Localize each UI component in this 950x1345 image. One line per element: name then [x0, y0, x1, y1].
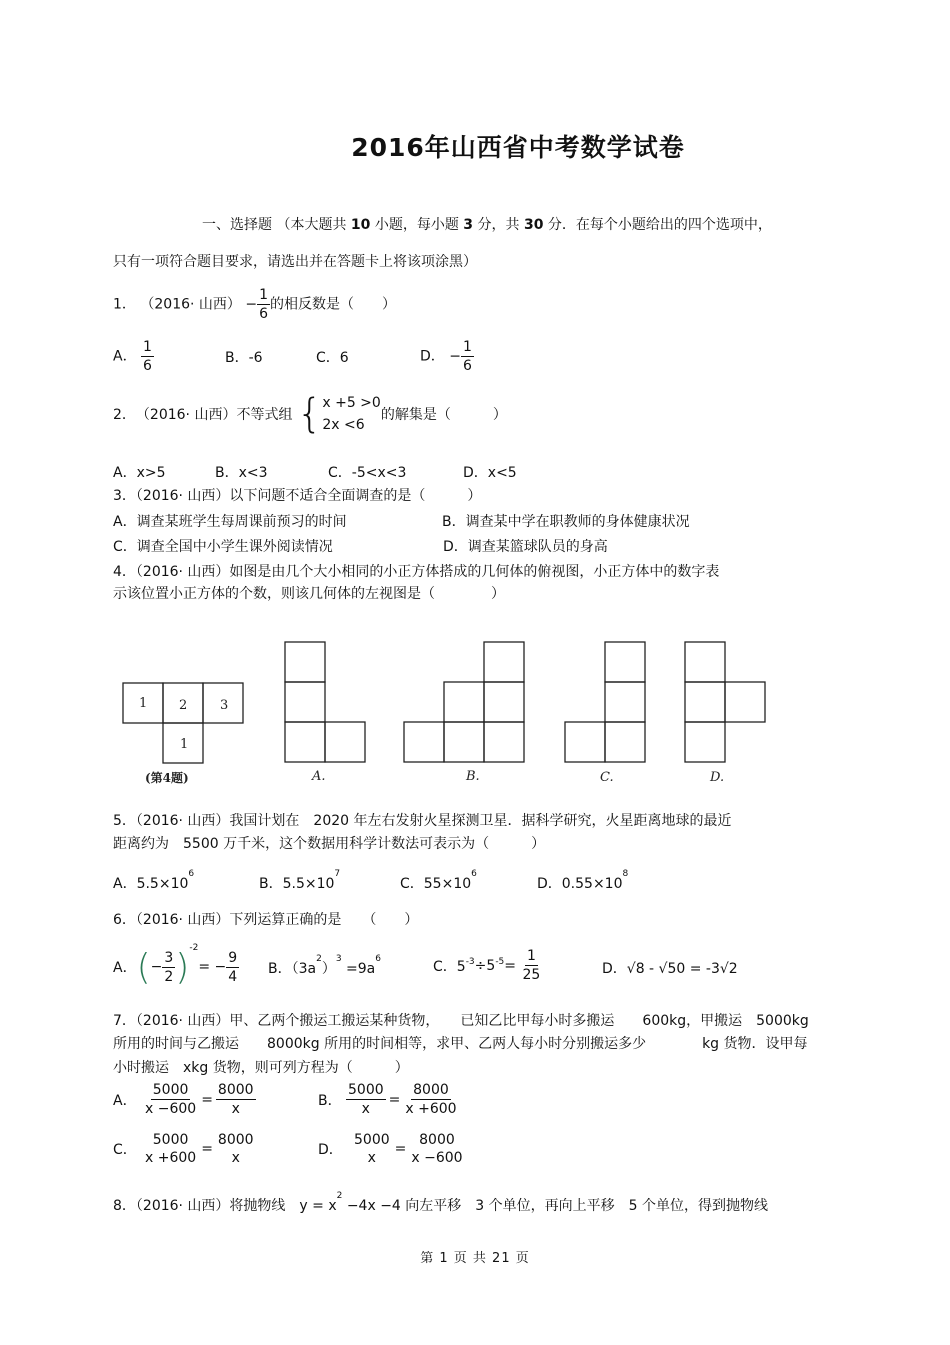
q6-option-b[interactable]: B．$(3a^2)^3 =9a^6$ [268, 954, 381, 977]
q1-number: 1． [113, 296, 136, 313]
q3-option-c[interactable]: C．调查全国中小学生课外阅读情况 [113, 539, 333, 555]
label-a: A. [312, 769, 326, 784]
question-7-line3: 小时搬运 xkg 货物，则可列方程为（ ） [113, 1060, 409, 1076]
q5-option-b[interactable]: B．$5.5\times 10^7$ [259, 869, 341, 892]
q2-option-b[interactable]: B．x<3 [215, 465, 268, 481]
label-c: C. [600, 770, 614, 785]
question-count: 10 [350, 217, 371, 233]
option-d-figure [685, 642, 765, 762]
figure-caption: (第4题) [145, 771, 189, 785]
inequality-system: x +5 >0 2x <6 [322, 395, 381, 433]
section-text-4: 分．在每个小题给出的四个选项中， [547, 217, 772, 233]
q1-option-a[interactable]: A． $\frac{1}{6}$ [113, 339, 152, 374]
q5-option-c[interactable]: C．$55\times 10^6$ [400, 869, 477, 892]
question-6: 6．（2016· 山西）下列运算正确的是 （ ） [113, 912, 419, 928]
section-text-2: 小题，每小题 [374, 217, 459, 233]
q7-option-d[interactable]: D． 5000 x = 8000 x −600 [318, 1132, 463, 1166]
q6-option-d[interactable]: D．√8 - √50 = -3√2 [602, 961, 738, 977]
top-view-num-2: 2 [179, 698, 188, 713]
q3-option-a[interactable]: A．调查某班学生每周课前预习的时间 [113, 514, 347, 530]
page-footer: 第 1 页 共 21 页 [420, 1251, 530, 1266]
q3-option-b[interactable]: B．调查某中学在职教师的身体健康状况 [442, 514, 690, 530]
question-7-line2: 所用的时间与乙搬运 8000kg 所用的时间相等，求甲、乙两人每小时分别搬运多少 kg 货物．设甲每 [113, 1036, 808, 1052]
q2-option-d[interactable]: D．x<5 [463, 465, 517, 481]
option-a-figure [285, 642, 365, 762]
page-title: 2016年山西省中考数学试卷 [351, 133, 685, 162]
q3-option-d[interactable]: D．调查某篮球队员的身高 [443, 539, 608, 555]
question-5-line2: 距离约为 5500 万千米，这个数据用科学计数法可表示为（ ） [113, 836, 546, 852]
section-header-line1 [202, 214, 772, 234]
question-5-line1: 5．（2016· 山西）我国计划在 2020 年左右发射火星探测卫星．据科学研究，火星距离地球的最近 [113, 813, 732, 829]
top-view-num-1: 1 [139, 696, 148, 711]
section-intro: 一、选择题 （本大题共 [202, 217, 347, 233]
label-d: D. [710, 770, 725, 785]
question-3: 3．（2016· 山西）以下问题不适合全面调查的是（ ） [113, 488, 482, 504]
q2-option-a[interactable]: A．x>5 [113, 465, 166, 481]
section-header-line2: 只有一项符合题目要求，请选出并在答题卡上将该项涂黑） [113, 254, 477, 270]
q1-option-b[interactable]: B．-6 [225, 350, 263, 366]
section-text-3: 分，共 [477, 217, 520, 233]
q7-option-c[interactable]: C． 5000 x +600 = 8000 x [113, 1132, 254, 1166]
system-brace: { [296, 391, 323, 437]
q1-stem: 的相反数是（ ） [270, 296, 397, 313]
total-points: 30 [523, 217, 544, 233]
q1-fraction: $\frac{1}{6}$ [259, 287, 269, 322]
question-7-line1: 7．（2016· 山西）甲、乙两个搬运工搬运某种货物， 已知乙比甲每小时多搬运 600kg，甲搬运 5000kg [113, 1013, 809, 1029]
question-4-line1: 4．（2016· 山西）如图是由几个大小相同的小正方体搭成的几何体的俯视图，小正方体中的数字表 [113, 564, 720, 580]
q5-option-a[interactable]: A．$5.5\times 10^6$ [113, 869, 195, 892]
question-4-line2: 示该位置小正方体的个数，则该几何体的左视图是（ ） [113, 586, 505, 602]
label-b: B. [466, 769, 480, 784]
q1-minus: − [245, 296, 258, 313]
question-1 [113, 286, 396, 323]
q1-option-d[interactable]: D． − $\frac{1}{6}$ [420, 339, 472, 374]
option-b-figure [404, 642, 524, 762]
option-c-figure [565, 642, 645, 762]
q1-source: （2016· 山西） [140, 296, 241, 313]
question-2: 2．（2016· 山西）不等式组 { x +5 >0 2x <6 的解集是（ ） [113, 391, 507, 437]
q4-figures [0, 630, 950, 795]
points-each: 3 [463, 217, 474, 233]
q1-option-c[interactable]: C．6 [316, 350, 349, 366]
top-view-num-3: 3 [220, 698, 229, 713]
q5-option-d[interactable]: D．$0.55\times 10^8$ [537, 869, 629, 892]
question-8: 8．（2016· 山西）将抛物线 $y = x^2 -4x -4$ 向左平移 3 个单位，再向上平移 5 个单位，得到抛物线 [113, 1191, 768, 1214]
q6-option-a[interactable]: A． ( − $\frac{3}{2}$ ) $^{-2}$ = − $\frac{9}{4}$ [113, 943, 238, 988]
q2-option-c[interactable]: C．-5<x<3 [328, 465, 407, 481]
q6-option-c[interactable]: C．5 $^{-3}$ ÷5 $^{-5}$ = $\frac{1}{25}$ [433, 948, 541, 983]
top-view-num-4: 1 [180, 737, 189, 752]
q7-option-a[interactable]: A． $\frac{5000}{x -600}$ = $\frac{8000}{x}$ [113, 1082, 254, 1117]
q7-option-b[interactable]: B． $\frac{5000}{x}$ = $\frac{8000}{x +600}$ [318, 1082, 457, 1117]
